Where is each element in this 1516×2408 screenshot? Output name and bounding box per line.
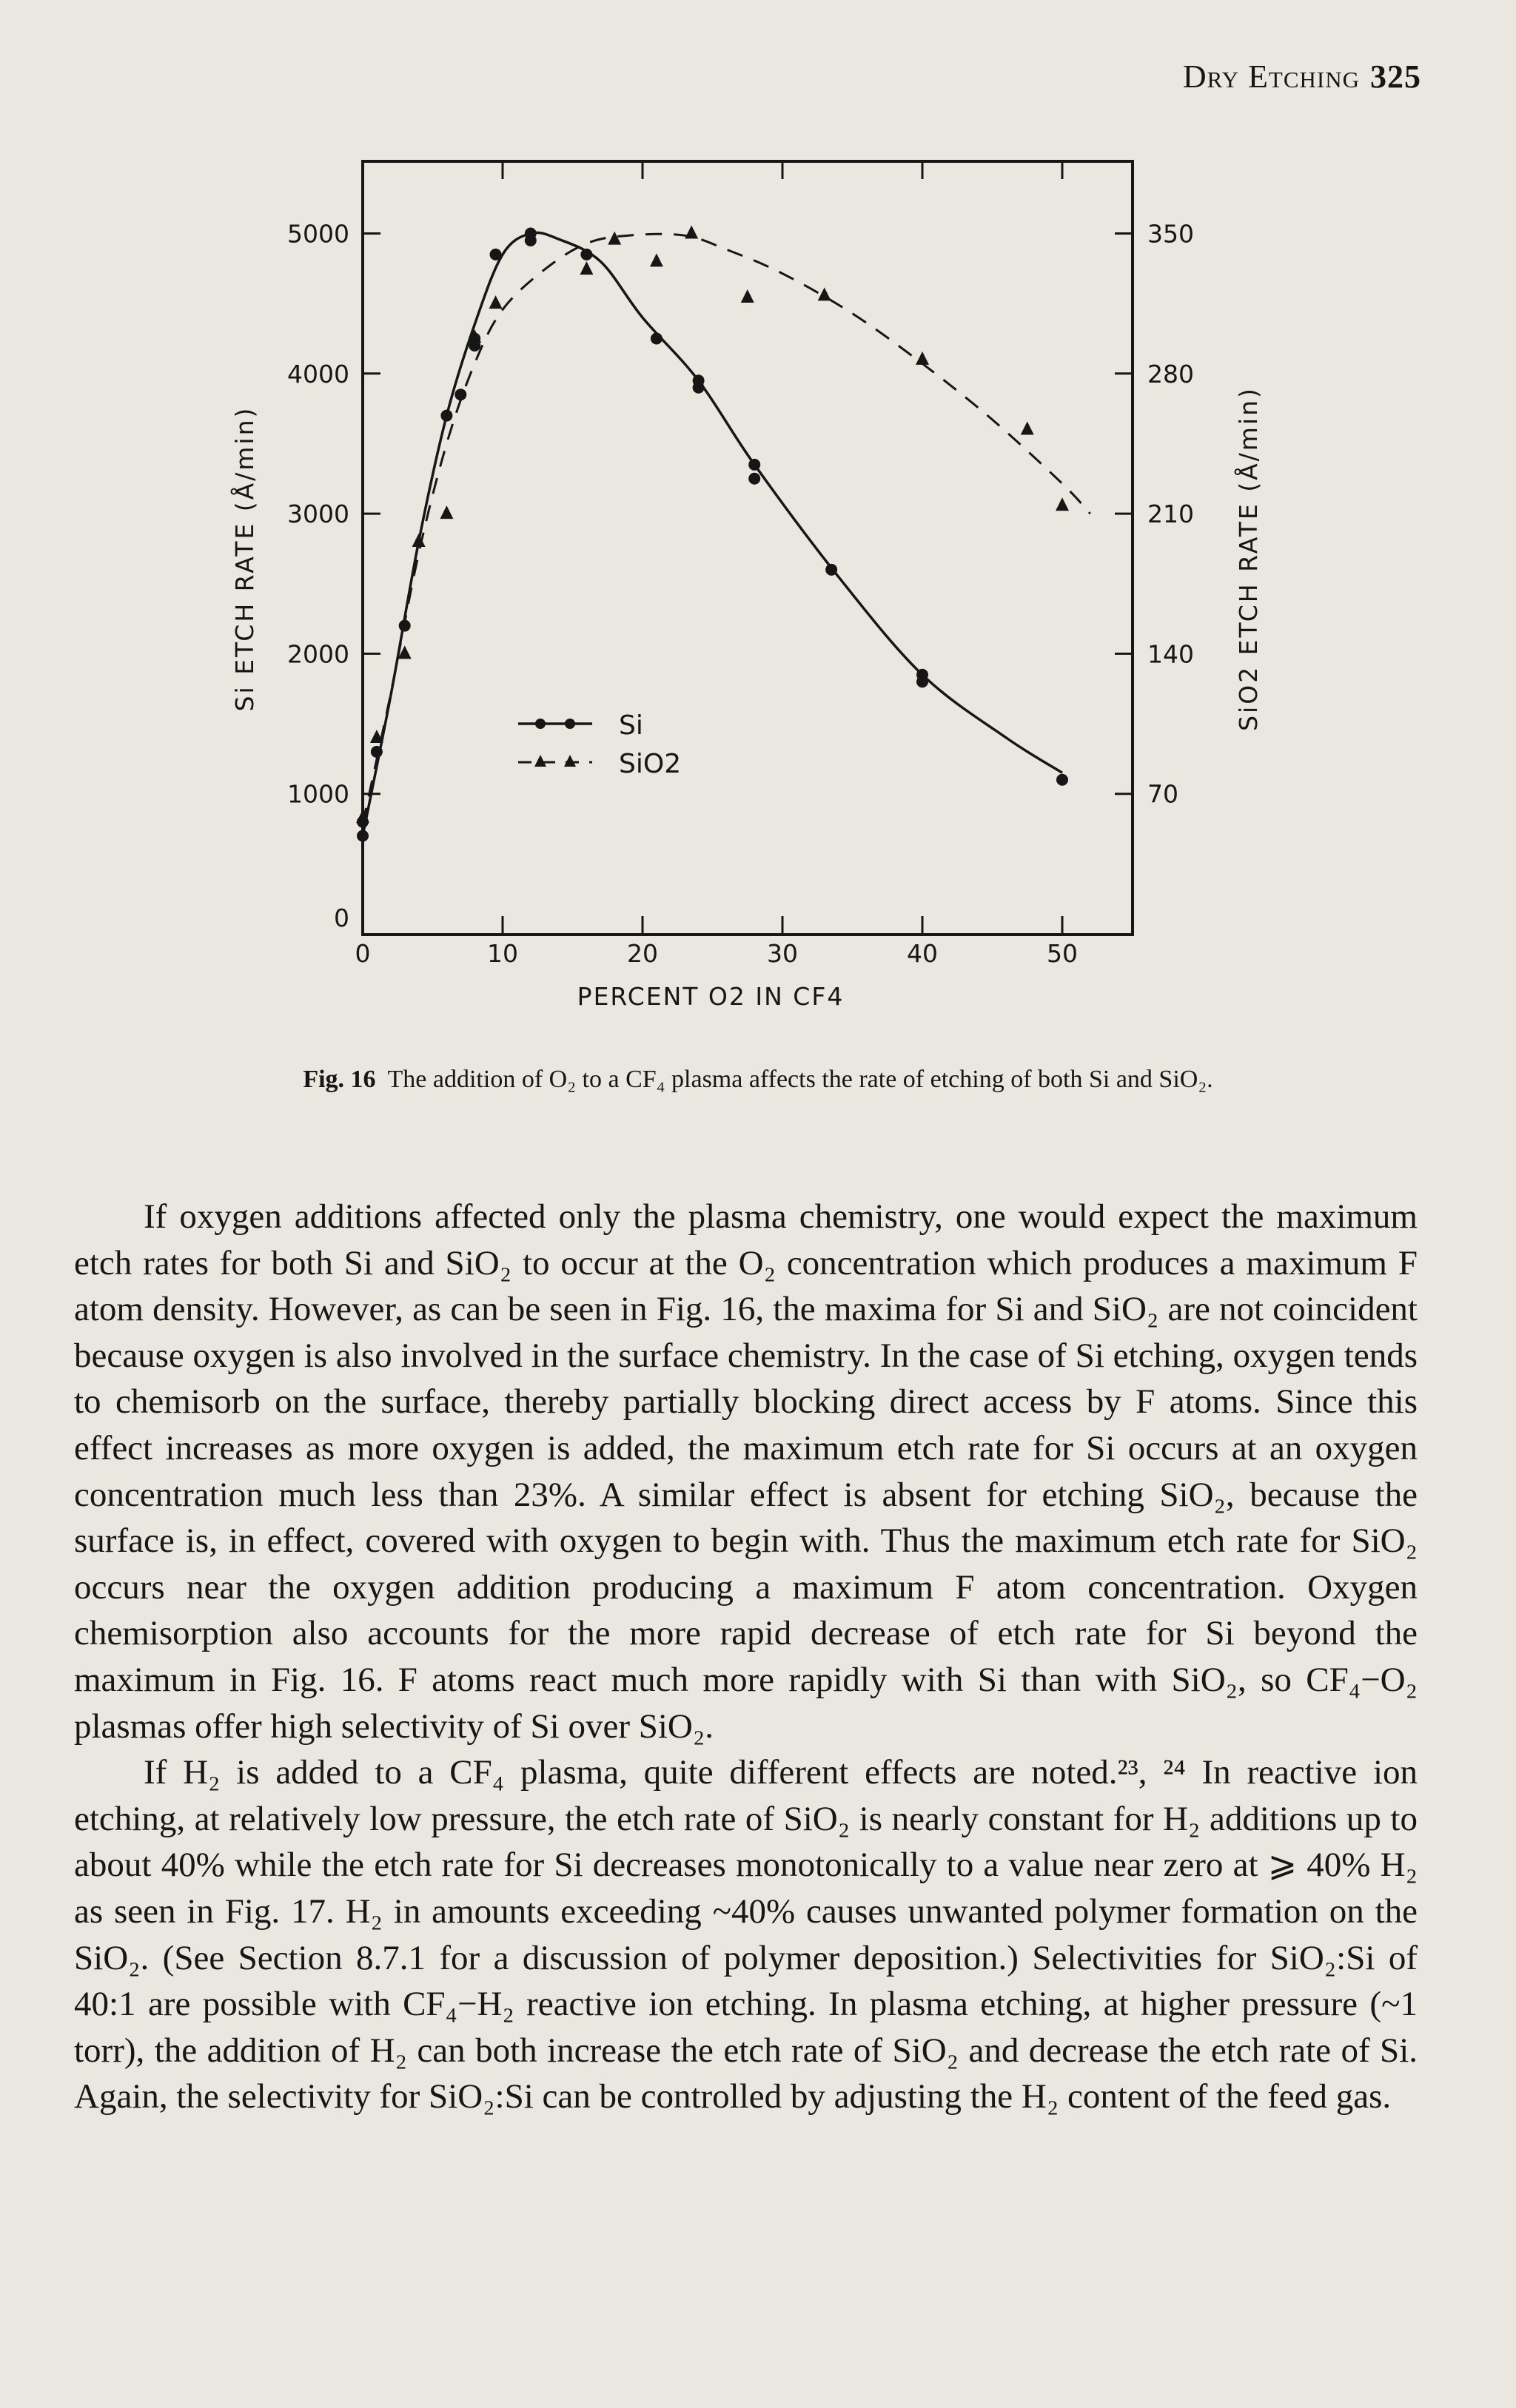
sio2-points [356,226,1069,824]
paragraph-2: If H₂ is added to a CF₄ plasma, quite different effects are noted.²³, ²⁴ In reactive ion etching, at relatively low pressure, the etch rate of SiO₂ is nearly constant for H₂ additions up to about 40% while the etch rate for Si decreases monotonically to a value near zero at ⩾ 40% H₂ as seen in Fig. 17. H₂ in amounts exceeding ~40% causes unwanted polymer formation on the SiO₂. (See Section 8.7.1 for a discussion of polymer deposition.) Selectivities for SiO₂:Si of 40:1 are possible with CF₄−H₂ reactive ion etching. In plasma etching, at higher pressure (~1 torr), the addition of H₂ can both increase the etch rate of SiO₂ and decrease the etch rate of Si. Again, the selectivity for SiO₂:Si can be controlled by adjusting the H₂ content of the feed gas. [74,1753,1418,2116]
plot-frame [363,161,1133,935]
x-tick-label: 10 [487,939,518,968]
sio2-data-point [1021,422,1034,435]
legend-sio2-marker [564,755,576,767]
y-left-tick-label: 5000 [287,219,349,249]
si-data-point [651,332,663,344]
si-data-point [357,830,369,841]
sio2-data-point [608,232,621,245]
sio2-data-point [580,261,593,275]
y-right-tick-label: 140 [1147,639,1194,669]
paragraph-1: If oxygen additions affected only the plasma chemistry, one would expect the maximum etch rates for both Si and SiO₂ to occur at the O₂ concentration which produces a maximum F atom density. However, as can be seen in Fig. 16, the maxima for Si and SiO₂ are not coincident because oxygen is also involved in the surface chemistry. In the case of Si etching, oxygen tends to chemisorb on the surface, thereby partially blocking direct access by F atoms. Since this effect increases as more oxygen is added, the maximum etch rate for Si occurs at an oxygen concentration much less than 23%. A similar effect is absent for etching SiO₂, because the surface is, in effect, covered with oxygen to begin with. Thus the maximum etch rate for SiO₂ occurs near the oxygen addition producing a maximum F atom concentration. Oxygen chemisorption also accounts for the more rapid decrease of etch rate for Si beyond the maximum in Fig. 16. F atoms react much more rapidly with Si than with SiO₂, so CF₄−O₂ plasmas offer high selectivity of Si over SiO₂. [74,1197,1418,1746]
si-data-point [371,746,383,758]
caption-text: The addition of O₂ to a CF₄ plasma affects the rate of etching of both Si and SiO₂. [387,1066,1213,1093]
si-data-point [490,249,502,260]
x-tick-label: 30 [767,939,798,968]
si-data-point [580,249,592,260]
x-tick-label: 20 [627,939,658,968]
si-data-point [748,473,760,485]
sio2-data-point [650,253,663,266]
y-left-tick-label: 1000 [287,779,349,809]
si-data-point [525,228,537,240]
sio2-data-point [1056,497,1069,511]
sio2-data-point [440,505,453,519]
legend-si-marker [535,719,546,729]
si-points [357,228,1068,842]
x-axis-title: PERCENT O2 IN CF4 [577,982,845,1011]
sio2-data-point [818,287,831,300]
y-left-tick-label: 0 [334,904,349,932]
legend-sio2-label: SiO2 [619,749,682,779]
y-right-axis-title: SiO2 ETCH RATE (Å/min) [1234,386,1263,731]
si-data-point [440,410,452,422]
figure-label: Fig. 16 [303,1066,376,1093]
y-left-tick-label: 4000 [287,359,349,389]
y-left-axis-title: Si ETCH RATE (Å/min) [230,406,259,712]
legend-si-marker [565,719,575,729]
y-right-tick-label: 210 [1147,500,1194,529]
sio2-data-point [489,295,503,309]
axis-ticks [363,161,1133,934]
sio2-data-point [916,352,929,365]
x-tick-label: 40 [907,939,938,968]
y-left-tick-label: 3000 [287,500,349,529]
tick-labels [287,220,1194,969]
legend-sio2-marker [534,755,546,767]
y-left-tick-label: 2000 [287,639,349,669]
si-data-point [748,459,760,471]
y-right-tick-label: 70 [1147,779,1178,809]
y-right-tick-label: 280 [1147,359,1194,389]
page-number: 325 [1370,58,1421,95]
si-data-point [693,374,705,386]
running-head-title: Dry Etching [1182,58,1360,95]
y-right-tick-label: 350 [1147,219,1194,249]
si-data-point [1056,774,1068,786]
etch-rate-chart [0,0,1516,1051]
body-text [74,1194,1418,2120]
x-tick-label: 50 [1047,939,1078,968]
si-data-point [916,669,928,681]
si-data-point [825,564,837,576]
legend-si-label: Si [619,710,643,741]
legend [518,710,681,779]
x-tick-label: 0 [355,939,371,968]
figure-caption [0,1066,1516,1094]
si-data-point [399,620,411,632]
sio2-data-point [685,226,698,239]
si-data-point [455,389,466,400]
sio2-curve [363,234,1090,824]
si-curve [363,232,1062,835]
sio2-data-point [741,289,754,303]
